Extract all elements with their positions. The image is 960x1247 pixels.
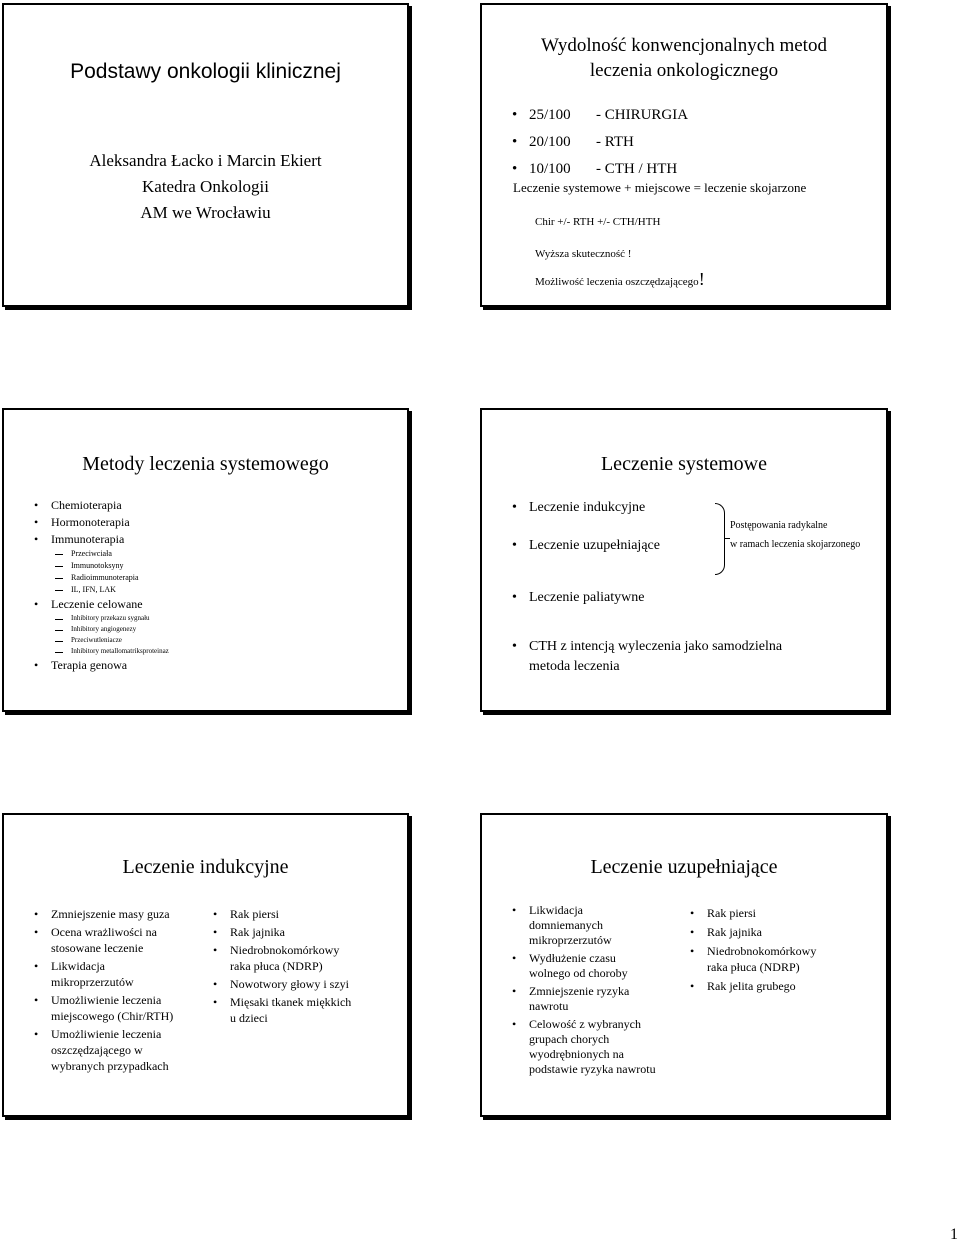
institution: AM we Wrocławiu — [140, 203, 271, 222]
adjuvant-indications-list — [687, 905, 816, 994]
list-item: • Umożliwienie leczenia oszczędzającego w wybranych przypadkach — [31, 1026, 173, 1074]
sub-item: Radioimmunoterapia — [51, 572, 169, 584]
list-item: • Rak jajnika — [210, 924, 351, 940]
list-item: • Leczenie paliatywne — [509, 590, 782, 637]
slide-5 — [2, 813, 409, 1117]
slide-4 — [480, 408, 888, 712]
list-item: • CTH z intencją wyleczenia jako samodzielna metoda leczenia — [509, 637, 782, 677]
induction-goals-list — [31, 906, 173, 1074]
induction-indications-list — [210, 906, 351, 1026]
list-item: • Zmniejszenie ryzyka nawrotu — [509, 984, 656, 1014]
sub-item: Inhibitory metallomatriksproteinaz — [51, 646, 169, 657]
list-item: • Hormonoterapia — [31, 514, 169, 531]
combined-treatment: Leczenie systemowe + miejscowe = leczenie skojarzone — [513, 180, 807, 195]
list-item: • Rak jelita grubego — [687, 978, 816, 994]
list-item: • Niedrobnokomórkowy raka płuca (NDRP) — [687, 943, 816, 975]
treatment-formula: Chir +/- RTH +/- CTH/HTH — [535, 216, 661, 228]
list-item: • Celowość z wybranych grupach chorych wyodrębnionych na podstawie ryzyka nawrotu — [509, 1017, 656, 1077]
slide-3-title: Metody leczenia systemowego — [82, 453, 329, 475]
list-item: • Leczenie indukcyjne — [509, 500, 782, 538]
slide-2 — [480, 3, 888, 307]
slide-3 — [2, 408, 409, 712]
list-item: • Rak piersi — [687, 905, 816, 921]
list-item: • 10/100 - CTH / HTH — [509, 156, 688, 183]
list-item: • Likwidacja mikroprzerzutów — [31, 958, 173, 990]
list-item: • Immunoterapia — [31, 531, 169, 548]
list-item: • Nowotwory głowy i szyi — [210, 976, 351, 992]
list-item: • 25/100 - CHIRURGIA — [509, 102, 688, 129]
list-item: • Mięsaki tkanek miękkich u dzieci — [210, 994, 351, 1026]
slide-1 — [2, 3, 409, 307]
list-item: • Zmniejszenie masy guza — [31, 906, 173, 922]
slide-1-authors-block — [4, 148, 407, 226]
list-item: • Leczenie uzupełniające — [509, 538, 782, 590]
slide-2-title-line-1: Wydolność konwencjonalnych metod — [541, 35, 827, 56]
systemic-methods-list — [31, 497, 169, 674]
slide-1-title: Podstawy onkologii klinicznej — [70, 60, 341, 83]
slide-6-title: Leczenie uzupełniające — [590, 856, 778, 878]
sub-item: IL, IFN, LAK — [51, 584, 169, 596]
list-item: • Chemioterapia — [31, 497, 169, 514]
list-item: • 20/100 - RTH — [509, 129, 688, 156]
sub-item: Inhibitory angiogenezy — [51, 624, 169, 635]
benefit-conserving: Możliwość leczenia oszczędzającego! — [535, 269, 705, 289]
slide-4-title: Leczenie systemowe — [600, 453, 768, 475]
sub-item: Immunotoksyny — [51, 560, 169, 572]
efficacy-list — [509, 102, 688, 183]
list-item: • Rak jajnika — [687, 924, 816, 940]
sub-item: Inhibitory przekazu sygnału — [51, 613, 169, 624]
page-number: 1 — [950, 1226, 958, 1243]
list-item: • Leczenie celowane — [31, 596, 169, 613]
department: Katedra Onkologii — [142, 177, 269, 196]
authors: Aleksandra Łacko i Marcin Ekiert — [89, 151, 322, 170]
list-item: • Rak piersi — [210, 906, 351, 922]
slide-5-title: Leczenie indukcyjne — [122, 856, 289, 878]
slide-2-title — [482, 33, 886, 83]
list-item: • Ocena wrażliwości na stosowane leczenie — [31, 924, 173, 956]
sub-item: Przeciwutleniacze — [51, 635, 169, 646]
list-item: • Niedrobnokomórkowy raka płuca (NDRP) — [210, 942, 351, 974]
list-item: • Terapia genowa — [31, 657, 169, 674]
slide-6 — [480, 813, 888, 1117]
list-item: • Wydłużenie czasu wolnego od choroby — [509, 951, 656, 981]
benefit-efficacy: Wyższa skuteczność ! — [535, 248, 632, 260]
sub-item: Przeciwciała — [51, 548, 169, 560]
list-item: • Likwidacja domniemanych mikroprzerzutów — [509, 903, 656, 948]
list-item: • Umożliwienie leczenia miejscowego (Chir/RTH) — [31, 992, 173, 1024]
slide-2-title-line-2: leczenia onkologicznego — [589, 60, 779, 81]
radical-note: Postępowania radykalne w ramach leczenia skojarzonego — [730, 520, 861, 550]
brace-icon — [715, 503, 725, 575]
adjuvant-goals-list — [509, 903, 656, 1077]
